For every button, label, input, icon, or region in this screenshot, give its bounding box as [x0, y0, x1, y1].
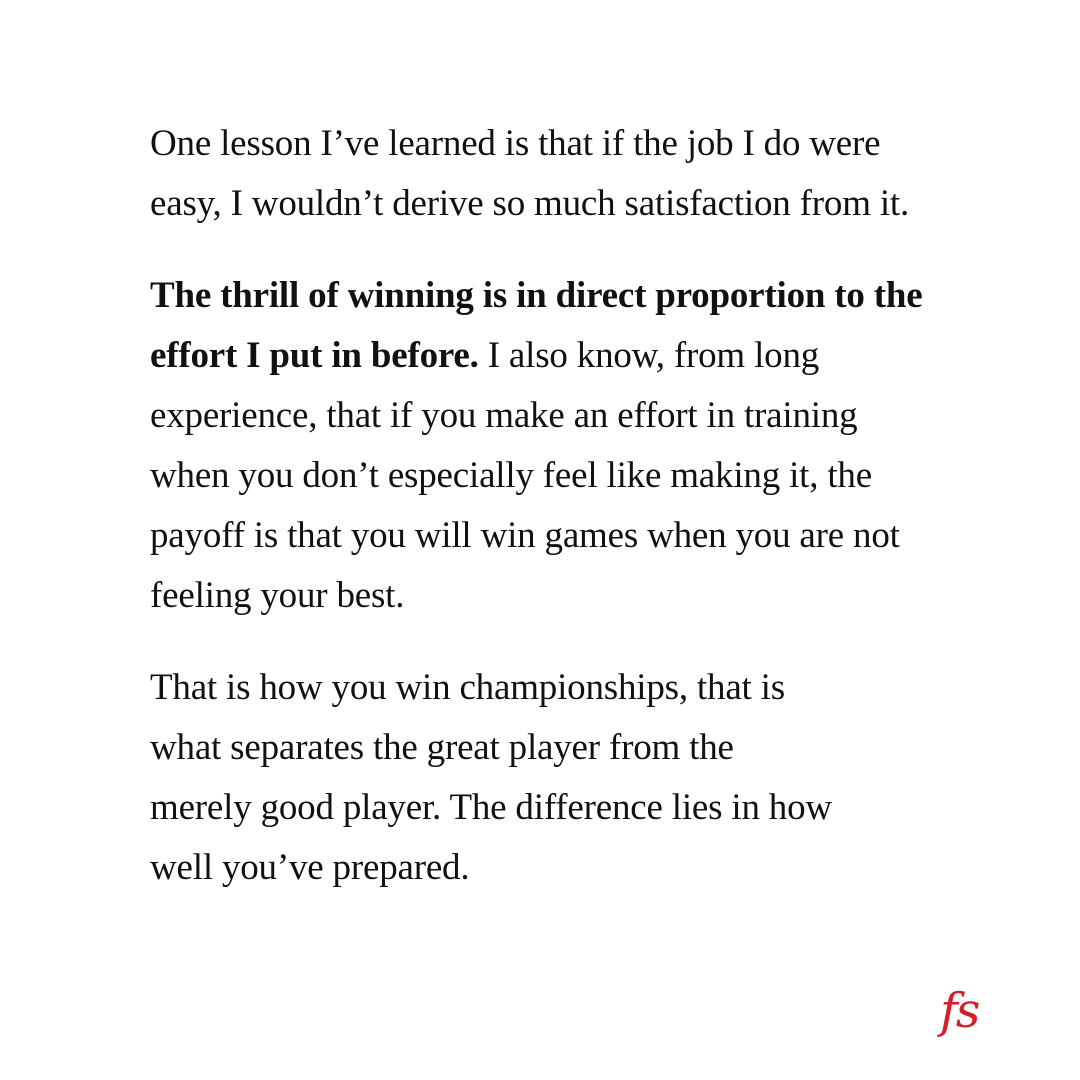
paragraph-2 — [150, 266, 1010, 626]
text-line: That is how you win championships, that is — [150, 667, 785, 708]
quote-block — [150, 114, 1010, 898]
paragraph-3 — [150, 658, 1010, 898]
text-line: merely good player. The difference lies in how — [150, 787, 832, 828]
text-line: experience, that if you make an effort in training — [150, 395, 858, 436]
text-line: when you don’t especially feel like making it, the — [150, 455, 872, 496]
text-line: easy, I wouldn’t derive so much satisfaction from it. — [150, 183, 910, 224]
text-span: I also know, from long — [478, 335, 820, 376]
bold-text-line: The thrill of winning is in direct proportion to the — [150, 275, 923, 316]
mixed-text-line — [150, 326, 1010, 386]
text-line: feeling your best. — [150, 575, 405, 616]
text-line: payoff is that you will win games when you are not — [150, 515, 900, 556]
fs-logo: fs — [940, 983, 979, 1039]
paragraph-1 — [150, 114, 1010, 234]
text-line: One lesson I’ve learned is that if the job I do were — [150, 123, 881, 164]
bold-text: effort I put in before. — [150, 335, 479, 376]
text-line: well you’ve prepared. — [150, 847, 470, 888]
text-line: what separates the great player from the — [150, 727, 734, 768]
